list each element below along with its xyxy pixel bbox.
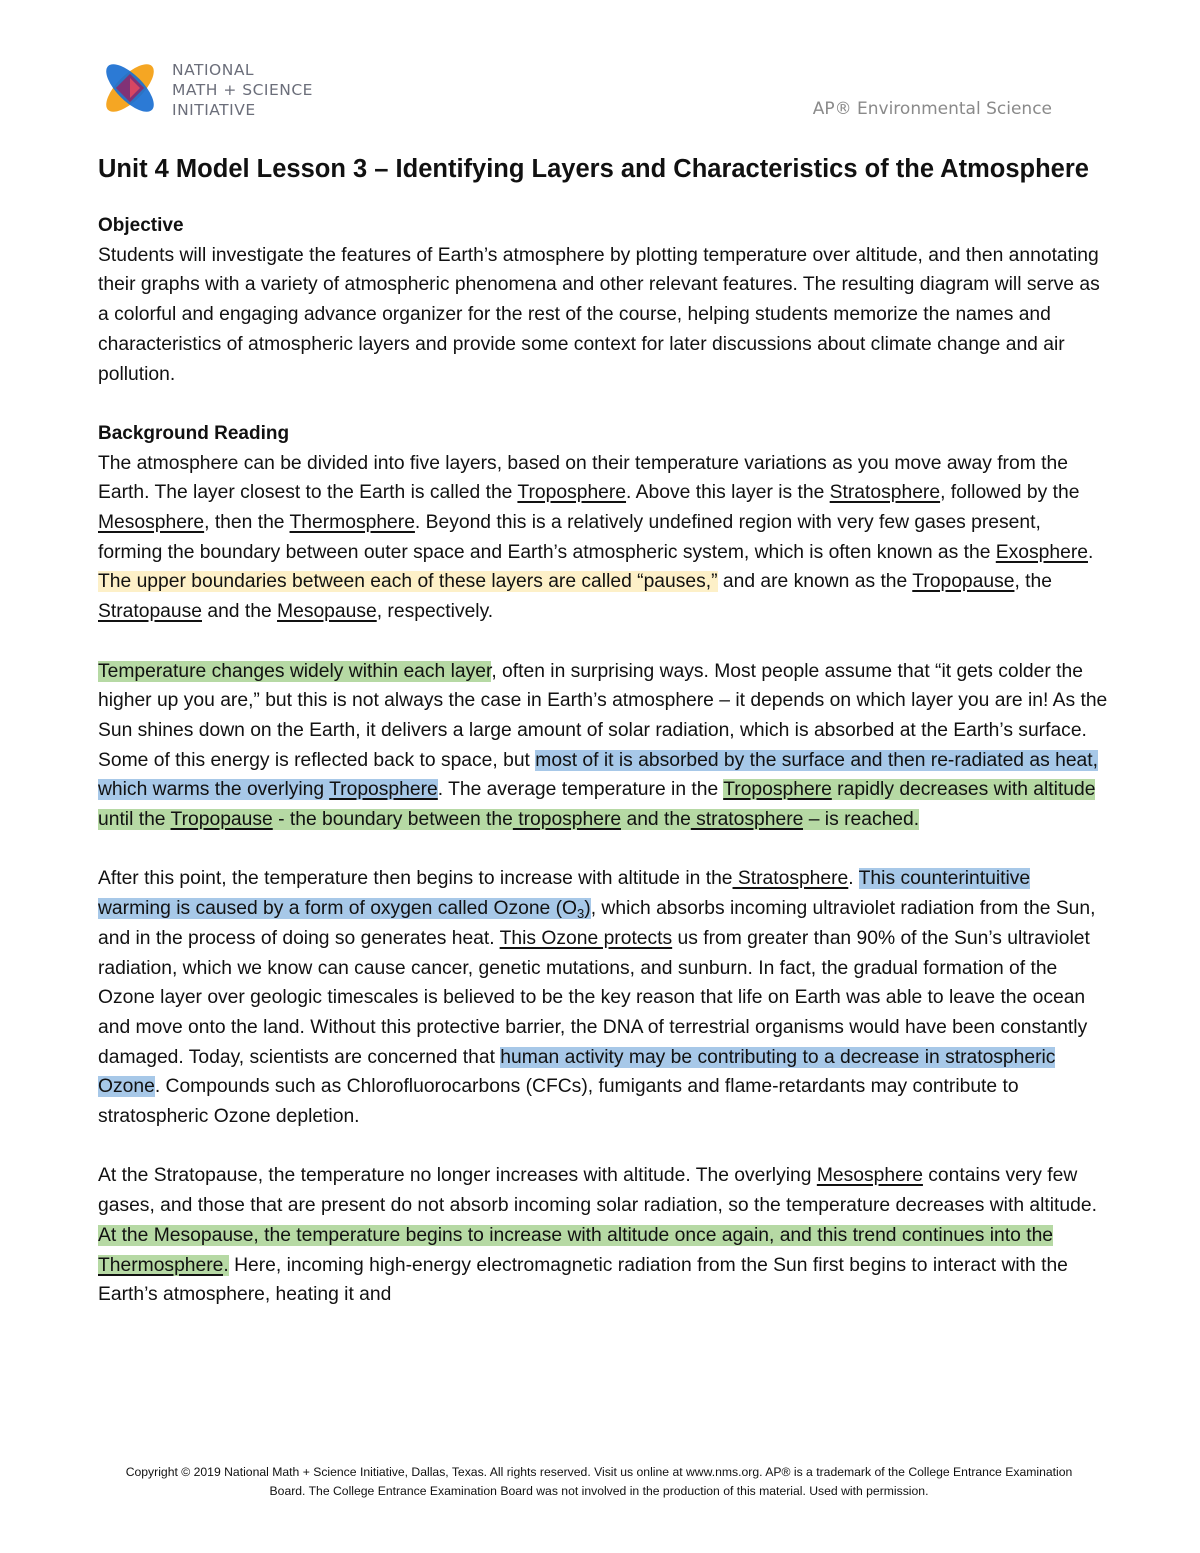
background-heading: Background Reading <box>98 422 290 444</box>
term-thermosphere: Thermosphere <box>98 1254 224 1276</box>
highlight-temperature-changes: Temperature changes widely within each layer <box>98 660 492 682</box>
highlight-pauses: The upper boundaries between each of these layers are called “pauses,” <box>98 571 718 593</box>
term-thermosphere: Thermosphere <box>289 512 415 534</box>
term-troposphere: troposphere <box>512 809 622 831</box>
term-troposphere: Troposphere <box>723 779 832 801</box>
term-stratosphere: Stratosphere <box>732 868 849 890</box>
background-paragraph-3: After this point, the temperature then begins to increase with altitude in the Stratosphere. This counterintuitive warming is caused by a form of oxygen called Ozone $(O_3)$, which absorbs incoming ultraviolet radiation from the Sun, and in the process of doing so generates heat. This Ozone protects us from greater than 90% of the Sun’s ultraviolet radiation, which we know can cause cancer, genetic mutations, and sunburn. In fact, the gradual formation of the Ozone layer over geologic timescales is believed to be the key reason that life on Earth was able to leave the ocean and move onto the land. Without this protective barrier, the DNA of terrestrial organisms would have been constantly damaged. Today, scientists are concerned that human activity may be contributing to a decrease in stratospheric Ozone. Compounds such as Chlorofluorocarbons (CFCs), fumigants and flame-retardants may contribute to stratospheric Ozone depletion. <box>98 868 1096 1128</box>
objective-heading: Objective <box>98 215 184 236</box>
term-troposphere: Troposphere <box>517 482 627 504</box>
logo-line-1: NATIONAL <box>172 61 255 79</box>
highlight-absorbed: most of it is absorbed by the surface and then re-radiated as heat, which warms the overlying <box>98 749 1098 801</box>
course-subject: AP® Environmental Science <box>812 99 1052 119</box>
term-mesosphere: Mesosphere <box>98 512 205 534</box>
term-ozone-protects: This Ozone protects <box>499 927 673 949</box>
term-troposphere: Troposphere <box>329 779 438 801</box>
term-stratosphere: stratosphere <box>690 809 804 831</box>
term-exosphere: Exosphere <box>995 541 1088 563</box>
term-mesopause: Mesopause <box>277 601 377 623</box>
logo-line-2: MATH + SCIENCE <box>172 81 313 99</box>
background-paragraph-2: Temperature changes widely within each layer, often in surprising ways. Most people assume that “it gets colder the higher up you are,” but this is not always the case in Earth’s atmosphere – it depends on which layer you are in! As the Sun shines down on the Earth, it delivers a large amount of solar radiation, which is absorbed at the Earth’s surface. Some of this energy is reflected back to space, but most of it is absorbed by the surface and then re-radiated as heat, which warms the overlying Troposphere. The average temperature in the Troposphere rapidly decreases with altitude until the Tropopause - the boundary between the troposphere and the stratosphere – is reached. <box>98 660 1108 831</box>
copyright-footer <box>98 1463 1100 1501</box>
footer-line-1: Copyright © 2019 National Math + Science Initiative, Dallas, Texas. All rights reserved. Visit us online at www.nms.org. AP® is a trademark of the College Entrance Examination <box>125 1465 1073 1479</box>
highlight-ozone-warming: This counterintuitive warming is caused by a form of oxygen called Ozone $(O_3)$ <box>98 868 1031 922</box>
document-body <box>98 150 1108 1310</box>
page-title: Unit 4 Model Lesson 3 – Identifying Layers and Characteristics of the Atmosphere <box>98 155 1089 183</box>
nms-logo-icon <box>98 56 162 120</box>
objective-text: Students will investigate the features of Earth’s atmosphere by plotting temperature over altitude, and then annotating their graphs with a variety of atmospheric phenomena and other relevant features. The resulting diagram will serve as a colorful and engaging advance organizer for the rest of the course, helping students memorize the names and characteristics of atmospheric layers and provide some context for later discussions about climate change and air pollution. <box>98 244 1100 385</box>
background-paragraph-4: At the Stratopause, the temperature no longer increases with altitude. The overlying Mesosphere contains very few gases, and those that are present do not absorb incoming solar radiation, so the temperature decreases with altitude. At the Mesopause, the temperature begins to increase with altitude once again, and this trend continues into the Thermosphere. Here, incoming high-energy electromagnetic radiation from the Sun first begins to interact with the Earth’s atmosphere, heating it and <box>98 1165 1097 1306</box>
logo-wordmark <box>172 60 313 120</box>
term-stratosphere: Stratosphere <box>829 482 941 504</box>
term-mesosphere: Mesosphere <box>816 1165 923 1187</box>
background-paragraph-1: The atmosphere can be divided into five layers, based on their temperature variations as you move away from the Earth. The layer closest to the Earth is called the Troposphere. Above this layer is the Stratosphere, followed by the Mesosphere, then the Thermosphere. Beyond this is a relatively undefined region with very few gases present, forming the boundary between outer space and Earth’s atmospheric system, which is often known as the Exosphere. The upper boundaries between each of these layers are called “pauses,” and are known as the Tropopause, the Stratopause and the Mesopause, respectively. <box>98 452 1094 623</box>
footer-line-2: Board. The College Entrance Examination Board was not involved in the production of this material. Used with permission. <box>269 1484 929 1498</box>
term-tropopause: Tropopause <box>170 809 273 831</box>
term-stratopause: Stratopause <box>98 601 202 623</box>
highlight-mesopause: At the Mesopause, the temperature begins to increase with altitude once again, and this trend continues into the <box>98 1224 1054 1246</box>
term-tropopause: Tropopause <box>912 571 1015 593</box>
logo-line-3: INITIATIVE <box>172 101 256 119</box>
highlight-human-activity: human activity may be contributing to a decrease in stratospheric Ozone <box>98 1046 1056 1098</box>
